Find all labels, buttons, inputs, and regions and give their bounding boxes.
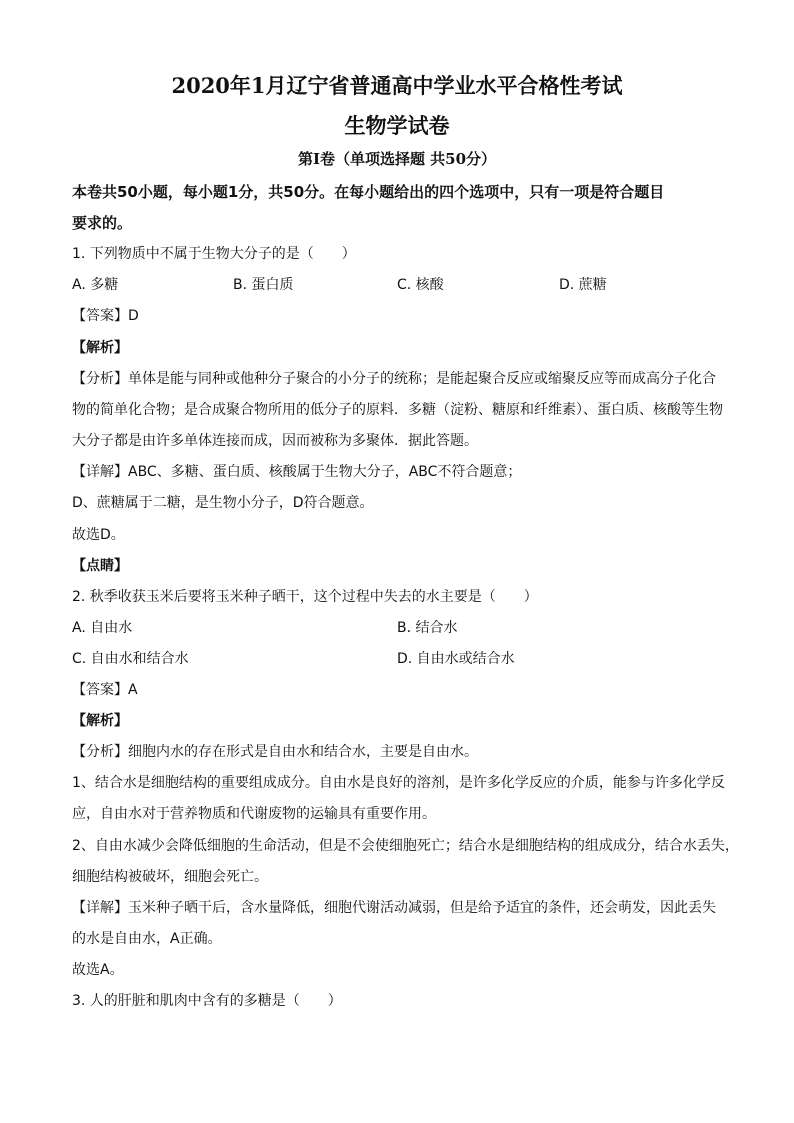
q2-detail-line-2: 的水是自由水，A正确。 <box>72 931 222 947</box>
q1-option-c: C. 核酸 <box>397 277 444 293</box>
q2-option-b: B. 结合水 <box>397 620 458 636</box>
q2-analysis-line: 【分析】细胞内水的存在形式是自由水和结合水，主要是自由水。 <box>72 744 478 760</box>
exam-title: 2020年1月辽宁省普通高中学业水平合格性考试 <box>171 73 623 98</box>
q2-option-d: D. 自由水或结合水 <box>397 651 515 667</box>
q2-option-a: A. 自由水 <box>72 620 133 636</box>
q2-analysis-label: 【解析】 <box>72 713 128 729</box>
q1-option-b: B. 蛋白质 <box>233 277 294 293</box>
q1-answer: 【答案】D <box>72 308 139 324</box>
q1-analysis-line-3: 大分子都是由许多单体连接而成，因而被称为多聚体．据此答题。 <box>72 433 478 449</box>
q2-conclusion: 故选A。 <box>72 962 124 978</box>
q1-analysis-line-2: 物的简单化合物；是合成聚合物所用的低分子的原料．多糖（淀粉、糖原和纤维素）、蛋白质、核酸等生物 <box>72 402 723 418</box>
q2-point-2-line-1: 2、自由水减少会降低细胞的生命活动，但是不会使细胞死亡；结合水是细胞结构的组成成分，结合水丢失， <box>72 838 739 854</box>
q1-comment-label: 【点睛】 <box>72 558 128 574</box>
exam-subject: 生物学试卷 <box>344 113 450 138</box>
question-1-stem: 1. 下列物质中不属于生物大分子的是（ ） <box>72 246 356 262</box>
q2-detail-line-1: 【详解】玉米种子晒干后，含水量降低，细胞代谢活动减弱，但是给予适宜的条件，还会萌发，因此丢失 <box>72 900 716 916</box>
q1-conclusion: 故选D。 <box>72 527 125 543</box>
instructions-line-2: 要求的。 <box>72 214 133 232</box>
section-heading: 第I卷（单项选择题 共50分） <box>297 150 497 168</box>
q1-detail-line-1: 【详解】ABC、多糖、蛋白质、核酸属于生物大分子，ABC不符合题意； <box>72 464 522 480</box>
q1-analysis-line-1: 【分析】单体是能与同种或他种分子聚合的小分子的统称；是能起聚合反应或缩聚反应等而成高分子化合 <box>72 371 716 387</box>
instructions-line-1: 本卷共50小题，每小题1分，共50分。在每小题给出的四个选项中，只有一项是符合题目 <box>72 183 665 201</box>
q2-option-c: C. 自由水和结合水 <box>72 651 189 667</box>
question-2-stem: 2. 秋季收获玉米后要将玉米种子晒干，这个过程中失去的水主要是（ ） <box>72 589 538 605</box>
q2-point-1-line-1: 1、结合水是细胞结构的重要组成成分。自由水是良好的溶剂，是许多化学反应的介质，能参与许多化学反 <box>72 775 725 791</box>
q2-point-1-line-2: 应，自由水对于营养物质和代谢废物的运输具有重要作用。 <box>72 806 436 822</box>
q1-option-a: A. 多糖 <box>72 277 119 293</box>
q2-point-2-line-2: 细胞结构被破坏，细胞会死亡。 <box>72 869 268 885</box>
question-3-stem: 3. 人的肝脏和肌肉中含有的多糖是（ ） <box>72 993 342 1009</box>
q2-answer: 【答案】A <box>72 682 138 698</box>
q1-detail-line-2: D、蔗糖属于二糖，是生物小分子，D符合题意。 <box>72 495 374 511</box>
q1-option-d: D. 蔗糖 <box>559 277 607 293</box>
q1-analysis-label: 【解析】 <box>72 340 128 356</box>
